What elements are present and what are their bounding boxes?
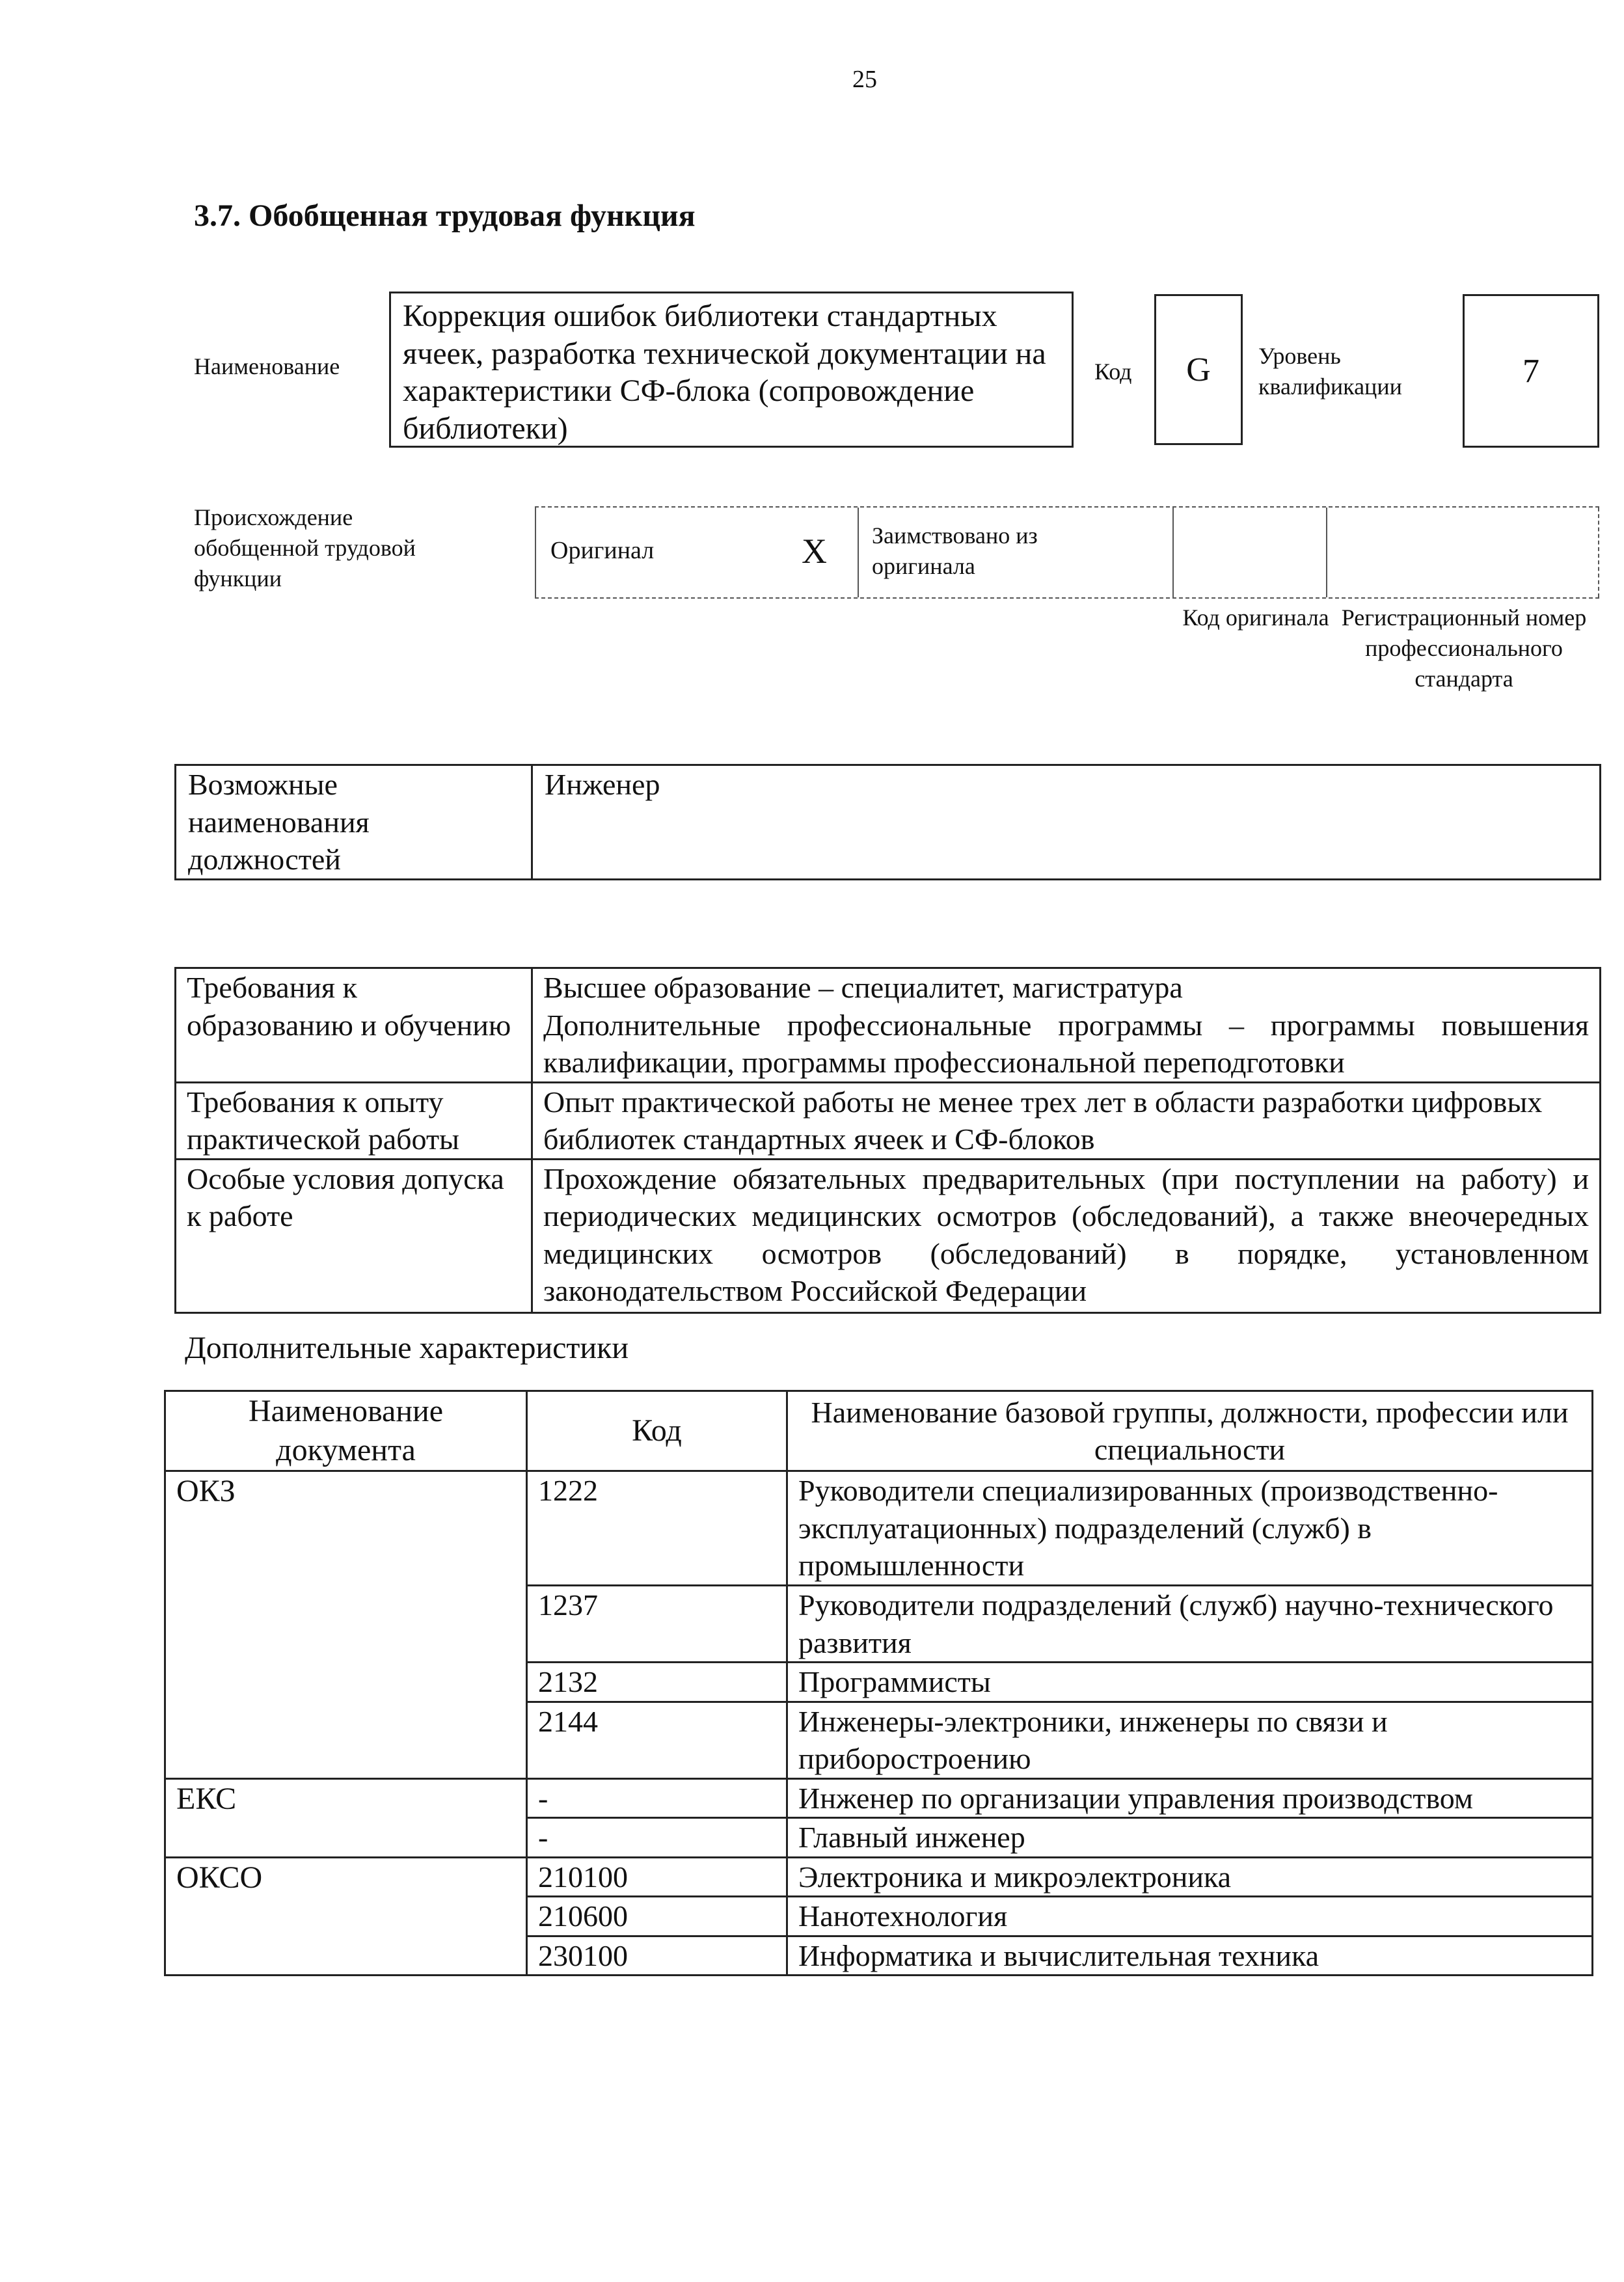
qualification-level-box: 7 [1463, 294, 1599, 448]
table-row [165, 1857, 1593, 1897]
name-cell: Руководители подразделений (служб) научно-технического развития [787, 1586, 1593, 1663]
table-row [176, 1082, 1601, 1159]
requirement-label: Требования к опыту практической работы [176, 1082, 532, 1159]
origin-reg-cell [1326, 508, 1599, 597]
code-label: Код [1094, 359, 1132, 385]
requirement-value [532, 968, 1601, 1083]
code-cell: 210600 [527, 1897, 787, 1936]
name-cell: Программисты [787, 1663, 1593, 1702]
requirement-value [532, 1082, 1601, 1159]
table-row [176, 1159, 1601, 1312]
requirement-line: Прохождение обязательных предварительных (при поступлении на работу) и периодических медицинских осмотров (обследований), а также внеочередных медицинских осмотров (обследований) в порядке, установленном законодательством Российской Федерации [543, 1161, 1589, 1307]
table-row [176, 765, 1601, 880]
origin-code-cell [1172, 508, 1326, 597]
section-title: 3.7. Обобщенная трудовая функция [194, 198, 696, 233]
code-cell: - [527, 1778, 787, 1818]
table-header-row [165, 1391, 1593, 1471]
name-cell: Инженер по организации управления производством [787, 1778, 1593, 1818]
requirement-line: Опыт практической работы не менее трех лет в области разработки цифровых библиотек стандартных ячеек и СФ-блоков [543, 1085, 1543, 1156]
header-document: Наименование документа [165, 1391, 527, 1471]
doc-cell: ОКЗ [165, 1471, 527, 1779]
header-name: Наименование базовой группы, должности, профессии или специальности [787, 1391, 1593, 1471]
requirement-value [532, 1159, 1601, 1312]
reg-caption: Регистрационный номер профессионального стандарта [1341, 604, 1587, 692]
origin-grid [535, 506, 1599, 599]
borrowed-label: Заимствовано из оригинала [872, 523, 1038, 579]
code-cell: 230100 [527, 1936, 787, 1976]
code-cell: 2144 [527, 1702, 787, 1778]
requirement-label: Особые условия допуска к работе [176, 1159, 532, 1312]
code-cell: - [527, 1818, 787, 1858]
positions-label: Возможные наименования должностей [176, 765, 532, 880]
name-cell: Руководители специализированных (производственно-эксплуатационных) подразделений (служб) в промышленности [787, 1471, 1593, 1586]
name-cell: Электроника и микроэлектроника [787, 1857, 1593, 1897]
table-row [176, 968, 1601, 1083]
code-cell: 1237 [527, 1586, 787, 1663]
name-cell: Инженеры-электроники, инженеры по связи и приборостроению [787, 1702, 1593, 1778]
name-cell: Информатика и вычислительная техника [787, 1936, 1593, 1976]
extra-characteristics-title: Дополнительные характеристики [185, 1331, 629, 1365]
name-cell: Нанотехнология [787, 1897, 1593, 1936]
original-mark: X [802, 532, 827, 571]
extra-characteristics-table [164, 1390, 1593, 1976]
original-label: Оригинал [550, 537, 655, 564]
positions-table [174, 764, 1601, 880]
level-label: Уровень квалификации [1258, 343, 1402, 400]
origin-label: Происхождение обобщенной трудовой функции [194, 504, 416, 591]
positions-value: Инженер [532, 765, 1601, 880]
name-cell: Главный инженер [787, 1818, 1593, 1858]
origin-original-cell [535, 508, 858, 597]
page-number: 25 [852, 66, 877, 93]
origin-borrowed-cell [858, 508, 1172, 597]
requirements-table [174, 967, 1601, 1314]
function-code-box: G [1154, 294, 1243, 445]
function-name-box: Коррекция ошибок библиотеки стандартных ячеек, разработка технической документации на характеристики СФ-блока (сопровождение библиотеки) [389, 292, 1074, 448]
name-label: Наименование [194, 353, 340, 379]
code-cell: 210100 [527, 1857, 787, 1897]
requirement-label: Требования к образованию и обучению [176, 968, 532, 1083]
table-row [165, 1471, 1593, 1586]
header-code: Код [527, 1391, 787, 1471]
code-cell: 2132 [527, 1663, 787, 1702]
code-cell: 1222 [527, 1471, 787, 1586]
table-row [165, 1778, 1593, 1818]
requirement-line: Дополнительные профессиональные программы – программы повышения квалификации, программы профессиональной переподготовки [543, 1008, 1589, 1079]
doc-cell: ОКСО [165, 1857, 527, 1976]
doc-cell: ЕКС [165, 1778, 527, 1857]
code-caption: Код оригинала [1182, 604, 1329, 631]
requirement-line: Высшее образование – специалитет, магистратура [543, 971, 1183, 1004]
